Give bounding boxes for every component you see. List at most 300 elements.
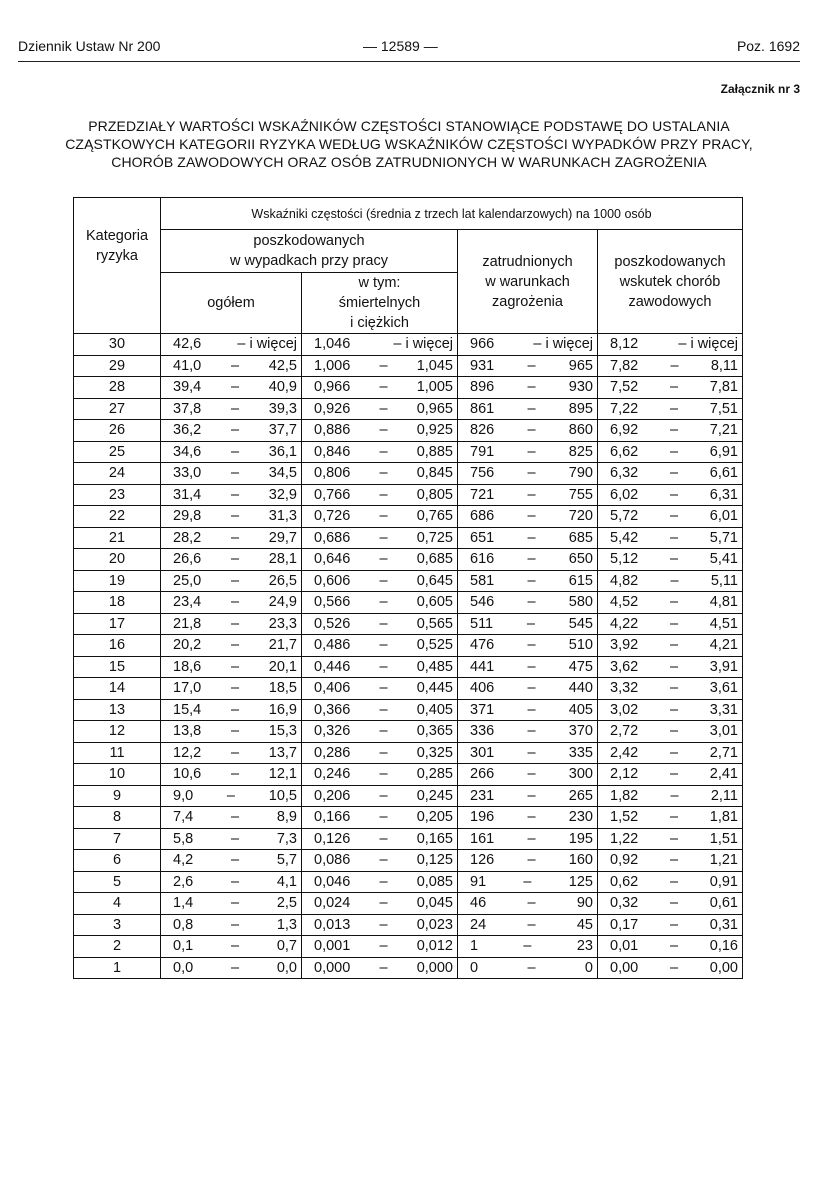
range xyxy=(161,420,301,440)
category-cell: 26 xyxy=(74,420,161,442)
range-to: 23,3 xyxy=(268,615,297,632)
range-dash: – xyxy=(230,744,240,761)
range-to: 3,61 xyxy=(709,680,738,697)
range-from: 26,6 xyxy=(173,551,202,568)
range xyxy=(598,936,742,956)
range-from: 5,42 xyxy=(610,529,639,546)
range xyxy=(598,485,742,505)
range-cell xyxy=(161,377,302,399)
range-to: 125 xyxy=(568,873,593,890)
risk-category-table xyxy=(73,197,743,979)
range-cell xyxy=(161,828,302,850)
range-dash: – xyxy=(230,529,240,546)
range-dash: – xyxy=(669,400,679,417)
range-to: 790 xyxy=(568,465,593,482)
range-to: 36,1 xyxy=(268,443,297,460)
range-to: 0,00 xyxy=(709,959,738,976)
range xyxy=(458,893,597,913)
range xyxy=(458,420,597,440)
range-cell xyxy=(458,613,598,635)
range-to: 1,21 xyxy=(709,852,738,869)
header-text: w wypadkach przy pracy xyxy=(230,253,388,269)
range-cell xyxy=(458,334,598,356)
range-cell xyxy=(458,785,598,807)
range xyxy=(302,463,457,483)
range-cell xyxy=(302,613,458,635)
category-cell: 8 xyxy=(74,807,161,829)
range-cell xyxy=(302,377,458,399)
category-cell: 12 xyxy=(74,721,161,743)
range-cell xyxy=(598,678,743,700)
range-dash: – xyxy=(669,809,679,826)
table-body xyxy=(74,334,743,979)
range-to: 15,3 xyxy=(268,723,297,740)
range-from: 0,17 xyxy=(610,916,639,933)
range-dash: – xyxy=(523,873,532,890)
range-cell xyxy=(302,893,458,915)
range-cell xyxy=(458,721,598,743)
range-dash: – xyxy=(230,400,240,417)
range-cell xyxy=(302,506,458,528)
range xyxy=(458,549,597,569)
range-to: 4,21 xyxy=(709,637,738,654)
range xyxy=(458,377,597,397)
range-to: 10,5 xyxy=(268,787,297,804)
category-cell: 17 xyxy=(74,613,161,635)
range-cell xyxy=(161,463,302,485)
range xyxy=(302,614,457,634)
range-from: 476 xyxy=(470,637,495,654)
range-to: 45 xyxy=(576,916,593,933)
range-to: 7,81 xyxy=(709,379,738,396)
range-cell xyxy=(161,699,302,721)
range-dash: – xyxy=(379,615,388,632)
range-from: 0,526 xyxy=(314,615,351,632)
category-cell: 19 xyxy=(74,570,161,592)
category-cell: 10 xyxy=(74,764,161,786)
range-cell xyxy=(302,721,458,743)
range-to: 0,245 xyxy=(416,787,453,804)
range-to: 930 xyxy=(568,379,593,396)
range-dash: – xyxy=(523,938,532,955)
range xyxy=(161,807,301,827)
range-to: 440 xyxy=(568,680,593,697)
range xyxy=(161,743,301,763)
range-from: 1,22 xyxy=(610,830,639,847)
range-dash: – xyxy=(379,508,388,525)
range-dash: – xyxy=(669,379,679,396)
range-from: 0,01 xyxy=(610,938,639,955)
range-to: 510 xyxy=(568,637,593,654)
range-dash: – xyxy=(230,615,240,632)
range-cell xyxy=(161,871,302,893)
range-dash: – xyxy=(669,486,679,503)
range-dash: – xyxy=(379,658,388,675)
range-dash: – xyxy=(527,701,536,718)
range-to: 0,885 xyxy=(416,443,453,460)
header-text: Kategoria xyxy=(85,227,149,244)
range-cell xyxy=(302,871,458,893)
range-from: 301 xyxy=(470,744,495,761)
range-dash: – xyxy=(669,594,679,611)
range-from: 0,446 xyxy=(314,658,351,675)
range-dash: – xyxy=(230,766,240,783)
range-from: 126 xyxy=(470,852,495,869)
range-cell xyxy=(302,785,458,807)
range-cell xyxy=(161,570,302,592)
range-from: 161 xyxy=(470,830,495,847)
category-cell: 23 xyxy=(74,484,161,506)
range-cell xyxy=(161,721,302,743)
range-from: 896 xyxy=(470,379,495,396)
range-to: 2,41 xyxy=(709,766,738,783)
range-to: 37,7 xyxy=(268,422,297,439)
range xyxy=(458,399,597,419)
range-to: 12,1 xyxy=(268,766,297,783)
header-text: zatrudnionych xyxy=(482,253,573,270)
range xyxy=(598,549,742,569)
range xyxy=(458,592,597,612)
range-to: 615 xyxy=(568,572,593,589)
category-cell: 29 xyxy=(74,355,161,377)
range-to: 1,005 xyxy=(416,379,453,396)
range-from: 36,2 xyxy=(173,422,202,439)
range-cell xyxy=(161,420,302,442)
range xyxy=(458,743,597,763)
range-to: 39,3 xyxy=(268,400,297,417)
range-dash: – xyxy=(527,486,536,503)
range-dash: – xyxy=(379,572,388,589)
range-to: 230 xyxy=(568,809,593,826)
category-cell: 22 xyxy=(74,506,161,528)
range xyxy=(161,399,301,419)
range-cell xyxy=(458,850,598,872)
range-to: 18,5 xyxy=(268,680,297,697)
range-from: 29,8 xyxy=(173,508,202,525)
header-total: ogółem xyxy=(161,273,302,334)
range-from: 91 xyxy=(470,873,487,890)
range-dash: – xyxy=(230,701,240,718)
range-to: 265 xyxy=(568,787,593,804)
range-to: 29,7 xyxy=(268,529,297,546)
range-dash: – xyxy=(527,658,536,675)
range-cell xyxy=(598,936,743,958)
range-from: 0,286 xyxy=(314,744,351,761)
range-from: 336 xyxy=(470,723,495,740)
range-from: 0,086 xyxy=(314,852,351,869)
range-to: 32,9 xyxy=(268,486,297,503)
range xyxy=(161,592,301,612)
range-from: 18,6 xyxy=(173,658,202,675)
range-from: 42,6 xyxy=(173,336,202,353)
range-dash: – xyxy=(379,959,388,976)
category-cell: 9 xyxy=(74,785,161,807)
range-from: 686 xyxy=(470,508,495,525)
range xyxy=(302,334,457,354)
range-cell xyxy=(161,785,302,807)
range-cell xyxy=(598,850,743,872)
range-dash: – xyxy=(526,615,535,632)
table-row xyxy=(74,377,743,399)
range-dash: – xyxy=(379,766,388,783)
range-to: – i więcej xyxy=(678,336,738,353)
range-from: 6,92 xyxy=(610,422,639,439)
range-dash: – xyxy=(379,701,388,718)
table-row xyxy=(74,914,743,936)
range-dash: – xyxy=(669,615,679,632)
range-cell xyxy=(598,957,743,979)
table-row xyxy=(74,635,743,657)
range xyxy=(458,807,597,827)
range-dash: – xyxy=(379,551,388,568)
range-from: 0,206 xyxy=(314,787,351,804)
range-from: 7,82 xyxy=(610,357,639,374)
range-from: 3,02 xyxy=(610,701,639,718)
range-from: 371 xyxy=(470,701,495,718)
range-from: 6,62 xyxy=(610,443,639,460)
range xyxy=(458,872,597,892)
category-cell: 6 xyxy=(74,850,161,872)
range-cell xyxy=(302,527,458,549)
range-dash: – xyxy=(527,959,536,976)
header-text: zagrożenia xyxy=(492,293,563,310)
range xyxy=(598,463,742,483)
table-row xyxy=(74,463,743,485)
range-from: 0,8 xyxy=(173,916,194,933)
range-dash: – xyxy=(527,594,536,611)
header-text: śmiertelnych xyxy=(338,295,421,311)
range-to: 1,81 xyxy=(709,809,738,826)
range xyxy=(598,506,742,526)
range xyxy=(458,786,597,806)
range-from: 1,4 xyxy=(173,895,194,912)
range-to: 34,5 xyxy=(268,465,297,482)
range-from: 511 xyxy=(470,615,494,632)
range-to: 0,7 xyxy=(276,938,297,955)
range xyxy=(161,463,301,483)
range-from: 5,72 xyxy=(610,508,639,525)
range xyxy=(598,420,742,440)
range-cell xyxy=(598,420,743,442)
range-from: 1,006 xyxy=(314,357,351,374)
range xyxy=(598,893,742,913)
range-cell xyxy=(458,807,598,829)
range-to: 42,5 xyxy=(268,357,297,374)
range-from: 0,166 xyxy=(314,809,351,826)
range-to: 0,045 xyxy=(416,895,453,912)
range-dash: – xyxy=(379,852,388,869)
header-text: wskutek chorób xyxy=(619,273,721,290)
range-from: 34,6 xyxy=(173,443,202,460)
journal-name: Dziennik Ustaw Nr 200 xyxy=(18,38,161,54)
range-from: 0,001 xyxy=(314,938,351,955)
range-from: 546 xyxy=(470,594,495,611)
range-from: 0,126 xyxy=(314,830,351,847)
range xyxy=(598,571,742,591)
range xyxy=(161,571,301,591)
range-dash: – xyxy=(670,357,679,374)
range-dash: – xyxy=(669,938,679,955)
range xyxy=(598,850,742,870)
range-from: 0,024 xyxy=(314,895,351,912)
range-cell xyxy=(302,914,458,936)
range-to: 5,7 xyxy=(276,852,297,869)
range-from: 826 xyxy=(470,422,495,439)
range-cell xyxy=(161,893,302,915)
range-to: 0,125 xyxy=(416,852,453,869)
range-dash: – xyxy=(669,959,679,976)
range-dash: – xyxy=(230,895,240,912)
range xyxy=(302,678,457,698)
range-cell xyxy=(302,656,458,678)
range-to: 0,845 xyxy=(416,465,453,482)
range xyxy=(458,678,597,698)
range-dash: – xyxy=(669,916,679,933)
range xyxy=(302,377,457,397)
range xyxy=(161,635,301,655)
range xyxy=(302,936,457,956)
table-row xyxy=(74,592,743,614)
range-cell xyxy=(161,807,302,829)
range-cell xyxy=(302,334,458,356)
range-from: 0,646 xyxy=(314,551,351,568)
range-cell xyxy=(458,398,598,420)
range-dash: – xyxy=(670,572,679,589)
range-cell xyxy=(458,527,598,549)
category-cell: 28 xyxy=(74,377,161,399)
range xyxy=(458,721,597,741)
range xyxy=(302,743,457,763)
range-cell xyxy=(161,506,302,528)
table-row xyxy=(74,484,743,506)
range-cell xyxy=(302,957,458,979)
range-dash: – xyxy=(230,959,240,976)
range-to: 6,31 xyxy=(709,486,738,503)
range-dash: – xyxy=(230,680,240,697)
range-to: 370 xyxy=(568,723,593,740)
range-dash: – xyxy=(230,830,240,847)
range-from: 0,00 xyxy=(610,959,639,976)
range-cell xyxy=(458,678,598,700)
range-dash: – xyxy=(527,744,536,761)
range-to: 0,085 xyxy=(416,873,453,890)
range-dash: – xyxy=(230,465,240,482)
range-to: 8,11 xyxy=(710,357,738,374)
range xyxy=(598,786,742,806)
range-dash: – xyxy=(527,809,536,826)
range-to: 0,765 xyxy=(416,508,453,525)
range-from: 24 xyxy=(470,916,487,933)
range-from: 0,326 xyxy=(314,723,351,740)
document-title xyxy=(18,117,800,171)
range-dash: – xyxy=(527,572,536,589)
range xyxy=(161,915,301,935)
range-to: 755 xyxy=(568,486,593,503)
range-from: 8,12 xyxy=(610,336,639,353)
range-cell xyxy=(458,549,598,571)
range-dash: – xyxy=(379,357,388,374)
range-to: 580 xyxy=(568,594,593,611)
range-cell xyxy=(598,828,743,850)
range-to: 0,365 xyxy=(416,723,453,740)
range-to: 2,5 xyxy=(276,895,297,912)
range-to: 0 xyxy=(584,959,593,976)
range-cell xyxy=(302,441,458,463)
range xyxy=(302,635,457,655)
range-from: 651 xyxy=(470,529,495,546)
range-to: 0,965 xyxy=(416,400,453,417)
range-from: 46 xyxy=(470,895,487,912)
range-from: 0,1 xyxy=(173,938,194,955)
range-cell xyxy=(598,570,743,592)
range xyxy=(458,571,597,591)
range-to: 7,21 xyxy=(709,422,738,439)
range xyxy=(302,420,457,440)
range-to: 0,31 xyxy=(709,916,738,933)
table-row xyxy=(74,398,743,420)
range xyxy=(161,377,301,397)
range-cell xyxy=(161,334,302,356)
range-dash: – xyxy=(379,830,388,847)
range-cell xyxy=(161,441,302,463)
range-dash: – xyxy=(669,658,679,675)
range-to: 5,11 xyxy=(710,572,738,589)
range xyxy=(161,893,301,913)
range-to: 5,71 xyxy=(709,529,738,546)
range-from: 616 xyxy=(470,551,495,568)
range-dash: – xyxy=(669,723,679,740)
range-dash: – xyxy=(379,895,388,912)
category-cell: 14 xyxy=(74,678,161,700)
header-divider xyxy=(18,61,800,62)
category-cell: 5 xyxy=(74,871,161,893)
range-to: 0,325 xyxy=(416,744,453,761)
range-dash: – xyxy=(527,443,536,460)
range xyxy=(302,893,457,913)
range-to: 335 xyxy=(568,744,593,761)
header-fatal-serious xyxy=(302,273,458,334)
range-dash: – xyxy=(379,486,388,503)
range-cell xyxy=(598,355,743,377)
range-cell xyxy=(458,506,598,528)
category-cell: 15 xyxy=(74,656,161,678)
range-to: 4,81 xyxy=(709,594,738,611)
category-cell: 7 xyxy=(74,828,161,850)
range-to: 160 xyxy=(568,852,593,869)
range-to: 1,3 xyxy=(276,916,297,933)
range-dash: – xyxy=(669,830,679,847)
range-dash: – xyxy=(669,766,679,783)
range-to: 1,045 xyxy=(416,357,453,374)
range-dash: – xyxy=(527,787,536,804)
range-from: 0,000 xyxy=(314,959,351,976)
range xyxy=(161,356,301,376)
range-to: 0,805 xyxy=(416,486,453,503)
range-to: 8,9 xyxy=(276,809,297,826)
range-from: 0,806 xyxy=(314,465,351,482)
range-cell xyxy=(598,377,743,399)
position-number: Poz. 1692 xyxy=(736,38,800,54)
range-dash: – xyxy=(669,744,679,761)
range-from: 0,62 xyxy=(610,873,639,890)
range-from: 0,0 xyxy=(173,959,194,976)
range-to: 0,0 xyxy=(276,959,297,976)
range-cell xyxy=(458,871,598,893)
range-dash: – xyxy=(230,658,240,675)
category-cell: 11 xyxy=(74,742,161,764)
range-dash: – xyxy=(379,379,388,396)
range-dash: – xyxy=(379,916,388,933)
